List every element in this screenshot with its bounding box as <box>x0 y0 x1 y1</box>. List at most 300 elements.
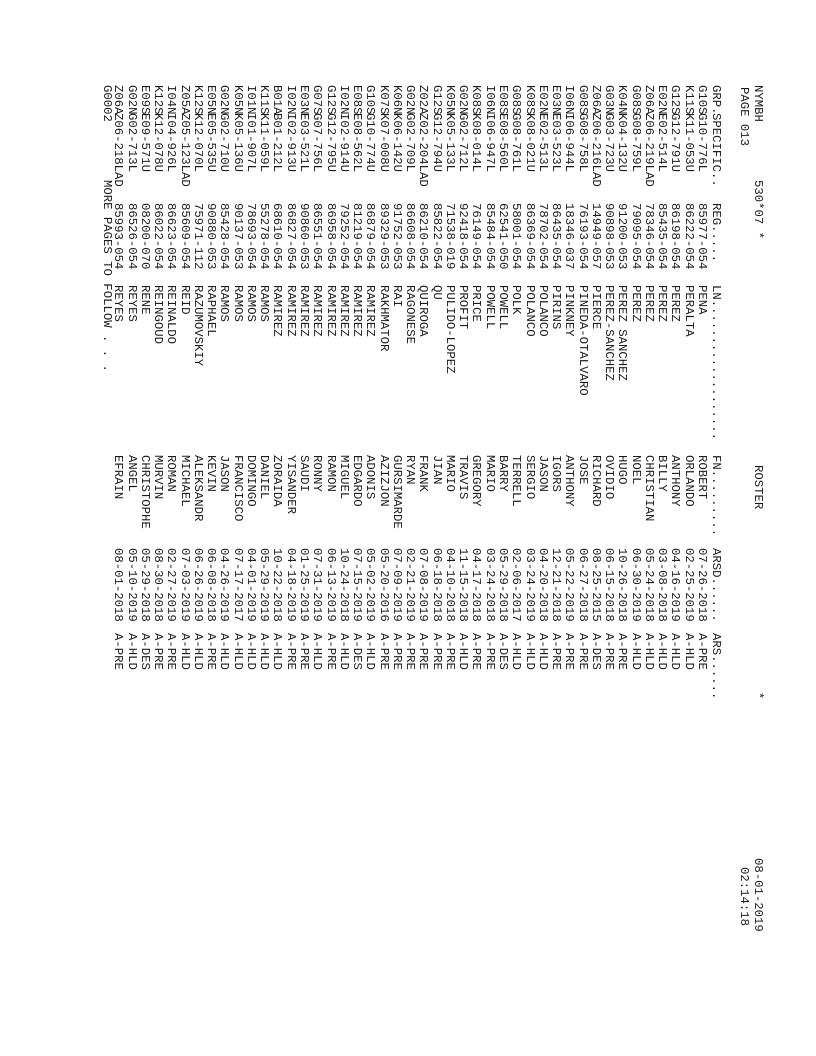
row-last-name: PULIDO-LOPEZ <box>442 285 457 374</box>
row-arsd-date: 08-25-2015 <box>588 548 603 622</box>
row-ars-status: A-DES <box>496 633 511 670</box>
row-last-name: PINKNEY <box>562 285 577 337</box>
row-specific: E02-514L <box>655 113 670 173</box>
row-arsd-date: 05-24-2018 <box>641 548 656 622</box>
row-arsd-date: 04-26-2019 <box>217 548 232 622</box>
col-header-ars: ARS...... <box>709 633 723 700</box>
row-arsd-date: 02-25-2019 <box>681 548 696 622</box>
row-last-name: POLK <box>509 285 524 315</box>
row-arsd-date: 06-08-2018 <box>204 548 219 622</box>
row-first-name: AZIZJON <box>376 455 391 507</box>
row-ars-status: A-HLD <box>681 633 696 670</box>
row-arsd-date: 10-22-2018 <box>270 548 285 622</box>
row-last-name: RAMIREZ <box>336 285 351 337</box>
row-ars-status: A-PRE <box>602 633 617 670</box>
row-reg-number: 91200-053 <box>615 203 630 270</box>
row-specific: Z02-204LAD <box>416 113 431 187</box>
row-reg-number: 90898-053 <box>602 203 617 270</box>
row-first-name: JASON <box>217 455 232 492</box>
row-arsd-date: 05-02-2019 <box>363 548 378 622</box>
col-header-grp: GRP. <box>709 85 723 115</box>
row-grp: G02N <box>403 85 418 115</box>
row-reg-number: 76149-054 <box>469 203 484 270</box>
row-grp: E02N <box>535 85 550 115</box>
row-grp: K12S <box>190 85 205 115</box>
row-grp: G10S <box>695 85 709 115</box>
row-ars-status: A-PRE <box>403 633 418 670</box>
row-ars-status: A-HLD <box>217 633 232 670</box>
row-ars-status: A-HLD <box>124 633 139 670</box>
row-last-name: PIRINS <box>549 285 564 330</box>
row-grp: E05N <box>204 85 219 115</box>
row-specific: I01-907L <box>243 113 258 173</box>
row-last-name: RENE <box>137 285 152 315</box>
row-last-name: RAMIREZ <box>270 285 285 337</box>
row-reg-number: 86435-054 <box>549 203 564 270</box>
row-grp: I04N <box>164 85 179 115</box>
row-first-name: DOMINGO <box>243 455 258 507</box>
row-arsd-date: 06-13-2019 <box>323 548 338 622</box>
row-reg-number: 86210-054 <box>416 203 431 270</box>
row-last-name: RAZUMOVSKIY <box>190 285 205 367</box>
row-first-name: MARIO <box>482 455 497 492</box>
row-arsd-date: 02-21-2019 <box>403 548 418 622</box>
row-reg-number: 62541-050 <box>496 203 511 270</box>
row-specific: K11-053U <box>681 113 696 173</box>
row-first-name: ANGEL <box>124 455 139 492</box>
row-first-name: BILLY <box>655 455 670 492</box>
row-arsd-date: 06-30-2019 <box>628 548 643 622</box>
row-arsd-date: 03-24-2019 <box>522 548 537 622</box>
row-first-name: JOSE <box>575 455 590 485</box>
row-specific: Z06-218LAD <box>111 113 126 187</box>
row-reg-number: 85977-054 <box>695 203 709 270</box>
row-specific: G07-756L <box>310 113 325 173</box>
row-first-name: JASON <box>535 455 550 492</box>
row-first-name: KEVIN <box>204 455 219 492</box>
row-reg-number: 76193-054 <box>575 203 590 270</box>
row-specific: I06-947L <box>482 113 497 173</box>
row-reg-number: 14949-057 <box>588 203 603 270</box>
row-ars-status: A-HLD <box>243 633 258 670</box>
row-ars-status: A-HLD <box>363 633 378 670</box>
row-ars-status: A-HLD <box>310 633 325 670</box>
row-first-name: ADONIS <box>363 455 378 500</box>
row-arsd-date: 03-08-2018 <box>655 548 670 622</box>
row-specific: E03-523L <box>549 113 564 173</box>
row-arsd-date: 05-29-2018 <box>137 548 152 622</box>
row-grp: Z06A <box>588 85 603 115</box>
row-grp: Z06A <box>641 85 656 115</box>
row-last-name: RAMIREZ <box>363 285 378 337</box>
row-specific: E03-521L <box>297 113 312 173</box>
row-reg-number: 85484-054 <box>482 203 497 270</box>
row-arsd-date: 07-08-2019 <box>416 548 431 622</box>
row-first-name: JIAN <box>429 455 444 485</box>
row-first-name: ROBERT <box>695 455 709 500</box>
row-reg-number: 85609-054 <box>177 203 192 270</box>
row-grp: G08S <box>575 85 590 115</box>
row-first-name: BARRY <box>496 455 511 492</box>
row-grp: K05N <box>230 85 245 115</box>
row-last-name: PEREZ-SANCHEZ <box>602 285 617 381</box>
row-first-name: MARIO <box>442 455 457 492</box>
row-last-name: PINEDA-OTALVARO <box>575 285 590 396</box>
row-grp: G07S <box>310 85 325 115</box>
row-specific: K06-142U <box>389 113 404 173</box>
row-arsd-date: 07-09-2019 <box>389 548 404 622</box>
row-reg-number: 86369-054 <box>522 203 537 270</box>
row-arsd-date: 07-03-2019 <box>177 548 192 622</box>
row-arsd-date: 07-26-2018 <box>695 548 709 622</box>
row-specific: G08-758L <box>575 113 590 173</box>
row-specific: G08-761L <box>509 113 524 173</box>
row-first-name: TERRELL <box>509 455 524 507</box>
row-specific: K12-070L <box>190 113 205 173</box>
row-first-name: CHRISTIAN <box>641 455 656 522</box>
row-specific: G02-712L <box>456 113 471 173</box>
row-grp: G02N <box>217 85 232 115</box>
row-arsd-date: 04-01-2019 <box>243 548 258 622</box>
row-last-name: POWELL <box>482 285 497 330</box>
row-arsd-date: 05-29-2019 <box>257 548 272 622</box>
row-ars-status: A-DES <box>350 633 365 670</box>
row-ars-status: A-HLD <box>655 633 670 670</box>
row-arsd-date: 04-17-2018 <box>469 548 484 622</box>
row-arsd-date: 05-22-2019 <box>562 548 577 622</box>
row-reg-number: 08200-070 <box>137 203 152 270</box>
row-specific: Z06-216LAD <box>588 113 603 187</box>
row-ars-status: A-HLD <box>628 633 643 670</box>
row-arsd-date: 06-18-2018 <box>429 548 444 622</box>
row-ars-status: A-PRE <box>283 633 298 670</box>
row-ars-status: A-PRE <box>164 633 179 670</box>
row-grp: E08S <box>350 85 365 115</box>
row-first-name: ROMAN <box>164 455 179 492</box>
report-date: 08-01-2019 <box>751 858 765 932</box>
row-arsd-date: 06-27-2018 <box>575 548 590 622</box>
row-ars-status: A-PRE <box>323 633 338 670</box>
row-specific: G08-759L <box>628 113 643 173</box>
row-specific: K04-132U <box>615 113 630 173</box>
report-title: ROSTER <box>751 465 765 510</box>
row-reg-number: 85435-054 <box>655 203 670 270</box>
row-first-name: EFRAIN <box>111 455 126 500</box>
row-reg-number: 58001-054 <box>509 203 524 270</box>
row-arsd-date: 05-10-2019 <box>124 548 139 622</box>
row-grp: I06N <box>482 85 497 115</box>
row-specific: G02-710U <box>217 113 232 173</box>
report-code: 530*07 * <box>751 180 765 240</box>
row-arsd-date: 05-29-2018 <box>496 548 511 622</box>
row-ars-status: A-PRE <box>549 633 564 670</box>
row-ars-status: A-HLD <box>668 633 683 670</box>
row-arsd-date: 08-30-2018 <box>151 548 166 622</box>
row-reg-number: 85428-054 <box>217 203 232 270</box>
row-first-name: IGORS <box>549 455 564 492</box>
page-number: PAGE 013 <box>737 87 751 147</box>
row-last-name: RAI <box>389 285 404 308</box>
row-reg-number: 86827-054 <box>283 203 298 270</box>
row-last-name: RAMOS <box>217 285 232 322</box>
row-first-name: RICHARD <box>588 455 603 507</box>
row-specific: K05-136U <box>230 113 245 173</box>
row-last-name: RAGONESE <box>403 285 418 345</box>
row-arsd-date: 10-26-2018 <box>615 548 630 622</box>
footer-code: G0002 <box>100 85 114 122</box>
row-specific: E08-562L <box>350 113 365 173</box>
row-reg-number: 91752-053 <box>389 203 404 270</box>
row-reg-number: 86879-054 <box>363 203 378 270</box>
row-grp: I02N <box>336 85 351 115</box>
row-arsd-date: 04-20-2018 <box>535 548 550 622</box>
row-last-name: POLANCO <box>522 285 537 337</box>
row-last-name: RAMIREZ <box>297 285 312 337</box>
row-first-name: ANTHONY <box>668 455 683 507</box>
row-grp: B01A <box>270 85 285 115</box>
col-header-specific: SPECIFIC.. <box>709 113 723 187</box>
row-grp: K11S <box>681 85 696 115</box>
row-ars-status: A-HLD <box>257 633 272 670</box>
row-last-name: RAMIREZ <box>283 285 298 337</box>
row-first-name: EDGARDO <box>350 455 365 507</box>
row-ars-status: A-PRE <box>615 633 630 670</box>
row-specific: E08-560L <box>496 113 511 173</box>
row-grp: G08S <box>628 85 643 115</box>
row-grp: G12S <box>323 85 338 115</box>
row-first-name: CHRISTOPHE <box>137 455 152 529</box>
row-arsd-date: 06-26-2019 <box>190 548 205 622</box>
row-first-name: ORLANDO <box>681 455 696 507</box>
row-grp: E09S <box>137 85 152 115</box>
row-specific: K07-008U <box>376 113 391 173</box>
row-last-name: PROFIT <box>456 285 471 330</box>
row-ars-status: A-PRE <box>429 633 444 670</box>
row-last-name: RAMOS <box>230 285 245 322</box>
row-reg-number: 78693-054 <box>243 203 258 270</box>
row-specific: I02-914U <box>336 113 351 173</box>
row-specific: G10-776L <box>695 113 709 173</box>
row-specific: G12-795U <box>323 113 338 173</box>
report-time: 02:14:18 <box>737 867 751 927</box>
row-reg-number: 86551-054 <box>310 203 325 270</box>
row-specific: G02-713L <box>124 113 139 173</box>
row-specific: K12-078U <box>151 113 166 173</box>
row-grp: Z06A <box>111 85 126 115</box>
row-last-name: PEREZ <box>628 285 643 322</box>
row-first-name: NOEL <box>628 455 643 485</box>
row-last-name: POLANCO <box>535 285 550 337</box>
row-specific: G12-791U <box>668 113 683 173</box>
row-first-name: RAMON <box>323 455 338 492</box>
row-grp: E03N <box>549 85 564 115</box>
row-first-name: ALEKSANDR <box>190 455 205 522</box>
row-arsd-date: 04-10-2018 <box>442 548 457 622</box>
row-grp: K08S <box>469 85 484 115</box>
row-ars-status: A-HLD <box>641 633 656 670</box>
header-star: * <box>751 692 765 700</box>
row-reg-number: 90137-053 <box>230 203 245 270</box>
row-specific: I02-913U <box>283 113 298 173</box>
row-specific: K11-059L <box>257 113 272 173</box>
row-last-name: RAMIREZ <box>323 285 338 337</box>
row-ars-status: A-PRE <box>562 633 577 670</box>
row-first-name: RONNY <box>310 455 325 492</box>
row-last-name: RAMOS <box>243 285 258 322</box>
row-grp: K05N <box>442 85 457 115</box>
row-reg-number: 86958-054 <box>323 203 338 270</box>
row-first-name: SERGIO <box>522 455 537 500</box>
row-last-name: PEREZ <box>668 285 683 322</box>
row-reg-number: 86222-054 <box>681 203 696 270</box>
row-ars-status: A-HLD <box>270 633 285 670</box>
row-grp: I02N <box>283 85 298 115</box>
row-grp: G12S <box>668 85 683 115</box>
row-arsd-date: 02-27-2019 <box>164 548 179 622</box>
row-reg-number: 79252-054 <box>336 203 351 270</box>
row-reg-number: 81219-054 <box>350 203 365 270</box>
row-arsd-date: 11-15-2018 <box>456 548 471 622</box>
row-arsd-date: 07-15-2019 <box>350 548 365 622</box>
row-arsd-date: 08-01-2018 <box>111 548 126 622</box>
row-grp: K06N <box>389 85 404 115</box>
row-grp: K12S <box>151 85 166 115</box>
row-first-name: HUGO <box>615 455 630 485</box>
row-last-name: REINGOUD <box>151 285 166 345</box>
row-first-name: DANIEL <box>257 455 272 500</box>
row-specific: Z05-123LAD <box>177 113 192 187</box>
row-grp: K04N <box>615 85 630 115</box>
row-arsd-date: 10-24-2018 <box>336 548 351 622</box>
row-last-name: RAMIREZ <box>350 285 365 337</box>
row-ars-status: A-HLD <box>336 633 351 670</box>
row-specific: G10-774U <box>363 113 378 173</box>
row-last-name: RAPHAEL <box>204 285 219 337</box>
row-first-name: GURSIMARDE <box>389 455 404 529</box>
row-last-name: REYES <box>111 285 126 322</box>
row-last-name: POWELL <box>496 285 511 330</box>
row-specific: G12-794U <box>429 113 444 173</box>
row-specific: E05-535U <box>204 113 219 173</box>
row-grp: K11S <box>257 85 272 115</box>
row-last-name: PIERCE <box>588 285 603 330</box>
row-reg-number: 18346-037 <box>562 203 577 270</box>
row-first-name: OVIDIO <box>602 455 617 500</box>
row-last-name: PEREZ SANCHEZ <box>615 285 630 381</box>
row-first-name: TRAVIS <box>456 455 471 500</box>
row-ars-status: A-PRE <box>695 633 709 670</box>
col-header-arsd: ARSD...... <box>709 548 723 622</box>
row-arsd-date: 07-31-2019 <box>310 548 325 622</box>
row-reg-number: 86623-054 <box>164 203 179 270</box>
row-ars-status: A-PRE <box>482 633 497 670</box>
row-ars-status: A-HLD <box>177 633 192 670</box>
col-header-fn: FN......... <box>709 455 723 537</box>
row-first-name: MURVIN <box>151 455 166 500</box>
row-specific: I04-926L <box>164 113 179 173</box>
row-grp: E02N <box>655 85 670 115</box>
row-last-name: QUIROGA <box>416 285 431 337</box>
row-last-name: RAMIREZ <box>310 285 325 337</box>
row-specific: E09-571U <box>137 113 152 173</box>
row-last-name: REYES <box>124 285 139 322</box>
row-grp: G02N <box>456 85 471 115</box>
row-last-name: PEREZ <box>655 285 670 322</box>
row-arsd-date: 06-15-2018 <box>602 548 617 622</box>
row-last-name: REINALDO <box>164 285 179 345</box>
row-ars-status: A-PRE <box>442 633 457 670</box>
row-ars-status: A-PRE <box>416 633 431 670</box>
row-reg-number: 90860-053 <box>297 203 312 270</box>
row-last-name: PENA <box>695 285 709 315</box>
row-grp: Z05A <box>177 85 192 115</box>
row-arsd-date: 03-24-2018 <box>482 548 497 622</box>
row-arsd-date: 04-16-2019 <box>668 548 683 622</box>
row-reg-number: 68610-054 <box>270 203 285 270</box>
row-ars-status: A-DES <box>588 633 603 670</box>
row-specific: K08-021U <box>522 113 537 173</box>
row-reg-number: 89329-053 <box>376 203 391 270</box>
row-specific: I06-944L <box>562 113 577 173</box>
row-reg-number: 75971-112 <box>190 203 205 270</box>
row-arsd-date: 07-17-2017 <box>230 548 245 622</box>
row-reg-number: 92418-054 <box>456 203 471 270</box>
row-reg-number: 79095-054 <box>628 203 643 270</box>
row-last-name: PEREZ <box>641 285 656 322</box>
row-ars-status: A-PRE <box>389 633 404 670</box>
row-first-name: MICHAEL <box>177 455 192 507</box>
row-arsd-date: 12-21-2018 <box>549 548 564 622</box>
row-reg-number: 85993-054 <box>111 203 126 270</box>
row-reg-number: 85822-054 <box>429 203 444 270</box>
row-ars-status: A-PRE <box>469 633 484 670</box>
row-first-name: FRANK <box>416 455 431 492</box>
row-reg-number: 86608-054 <box>403 203 418 270</box>
col-header-ln: LN................... <box>709 285 723 440</box>
row-ars-status: A-HLD <box>535 633 550 670</box>
row-last-name: PERALTA <box>681 285 696 337</box>
row-first-name: GREGORY <box>469 455 484 507</box>
col-header-reg: REG..... <box>709 203 723 263</box>
row-first-name: RYAN <box>403 455 418 485</box>
row-grp: G12S <box>429 85 444 115</box>
row-grp: E03N <box>297 85 312 115</box>
row-ars-status: A-HLD <box>190 633 205 670</box>
row-specific: K05-133L <box>442 113 457 173</box>
row-reg-number: 90880-053 <box>204 203 219 270</box>
row-grp: K08S <box>522 85 537 115</box>
row-ars-status: A-PRE <box>204 633 219 670</box>
row-last-name: PRICE <box>469 285 484 322</box>
row-specific: K08-014L <box>469 113 484 173</box>
row-arsd-date: 01-25-2019 <box>297 548 312 622</box>
row-reg-number: 55278-054 <box>257 203 272 270</box>
row-reg-number: 86526-054 <box>124 203 139 270</box>
row-ars-status: A-HLD <box>456 633 471 670</box>
row-ars-status: A-PRE <box>111 633 126 670</box>
row-ars-status: A-HLD <box>522 633 537 670</box>
row-ars-status: A-DES <box>137 633 152 670</box>
row-reg-number: 86198-054 <box>668 203 683 270</box>
row-specific: G03-723U <box>602 113 617 173</box>
row-arsd-date: 05-20-2016 <box>376 548 391 622</box>
row-grp: E08S <box>496 85 511 115</box>
row-grp: G10S <box>363 85 378 115</box>
row-last-name: QU <box>429 285 444 300</box>
row-reg-number: 78702-054 <box>535 203 550 270</box>
row-ars-status: A-PRE <box>297 633 312 670</box>
row-reg-number: 86022-054 <box>151 203 166 270</box>
